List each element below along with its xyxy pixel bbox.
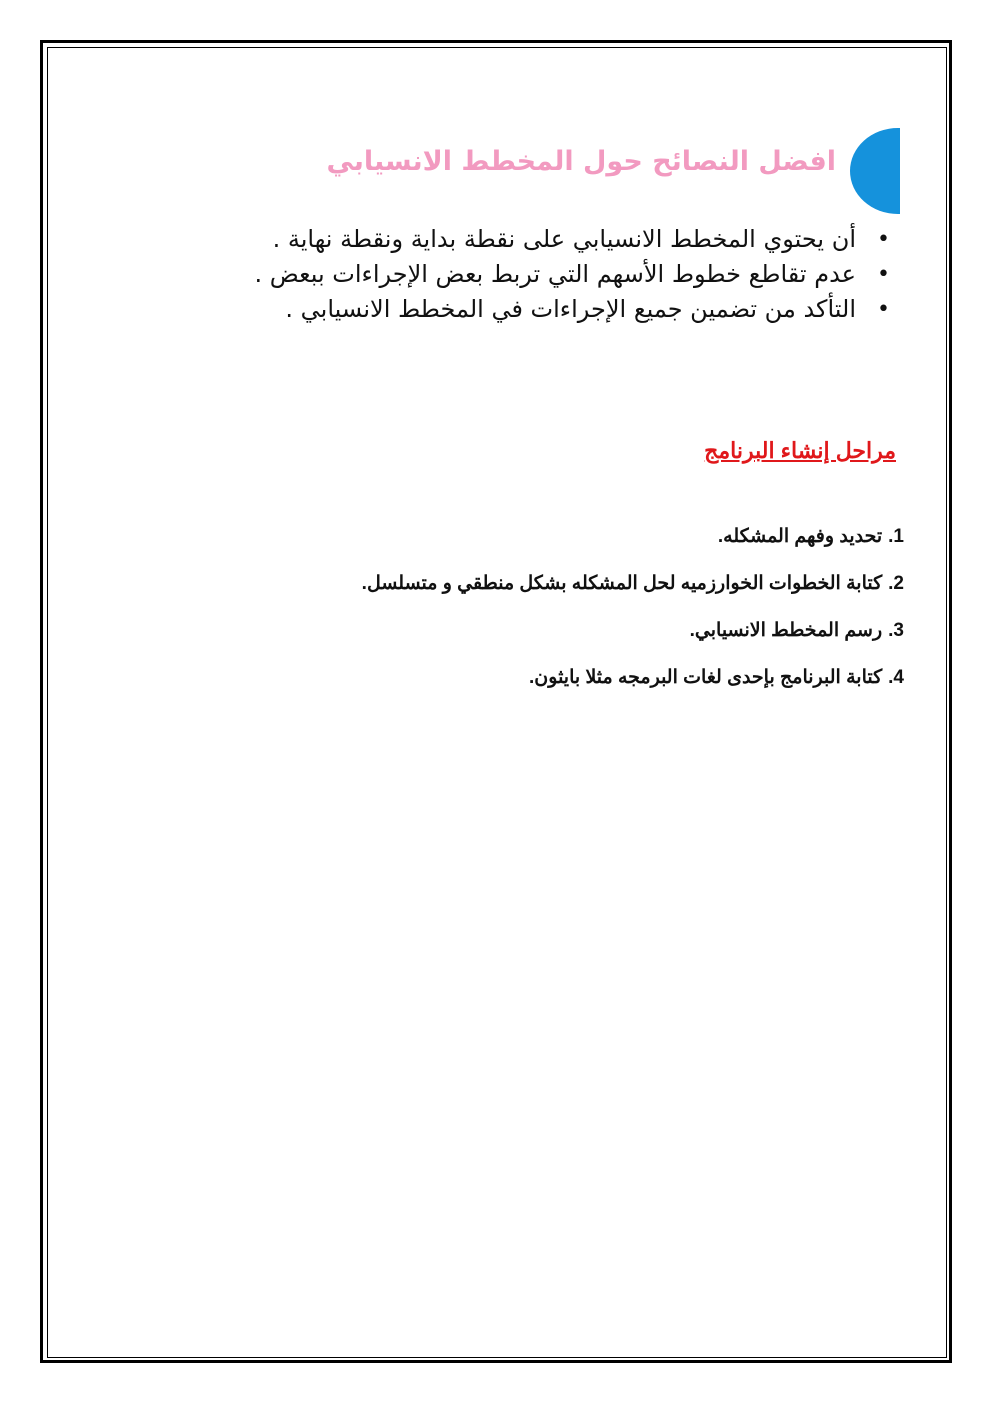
- list-item: [204, 571, 904, 596]
- list-item: [204, 618, 904, 643]
- tips-heading: افضل النصائح حول المخطط الانسيابي: [326, 146, 836, 177]
- stage-text: رسم المخطط الانسيابي.: [689, 620, 883, 641]
- item-number: 1.: [888, 526, 904, 547]
- tip-text: أن يحتوي المخطط الانسيابي على نقطة بداية ونقطة نهاية .: [272, 225, 856, 253]
- list-item: [196, 222, 896, 257]
- stage-text: كتابة الخطوات الخوارزميه لحل المشكله بشكل منطقي و متسلسل.: [361, 573, 883, 594]
- bullet-icon: •: [877, 297, 890, 322]
- item-number: 3.: [888, 620, 904, 641]
- stages-list: [204, 524, 904, 712]
- bullet-icon: •: [877, 227, 890, 252]
- stage-text: كتابة البرنامج بإحدى لغات البرمجه مثلا بايثون.: [529, 667, 883, 688]
- tip-text: التأكد من تضمين جميع الإجراءات في المخطط الانسيابي .: [285, 295, 856, 323]
- item-number: 4.: [888, 667, 904, 688]
- list-item: [196, 257, 896, 292]
- stages-heading: مراحل إنشاء البرنامج: [704, 438, 896, 463]
- stage-text: تحديد وفهم المشكله.: [717, 526, 883, 547]
- list-item: [196, 292, 896, 327]
- tip-text: عدم تقاطع خطوط الأسهم التي تربط بعض الإجراءات ببعض .: [254, 260, 856, 288]
- tips-list: [196, 222, 896, 327]
- list-item: [204, 665, 904, 690]
- list-item: [204, 524, 904, 549]
- item-number: 2.: [888, 573, 904, 594]
- bullet-icon: •: [877, 262, 890, 287]
